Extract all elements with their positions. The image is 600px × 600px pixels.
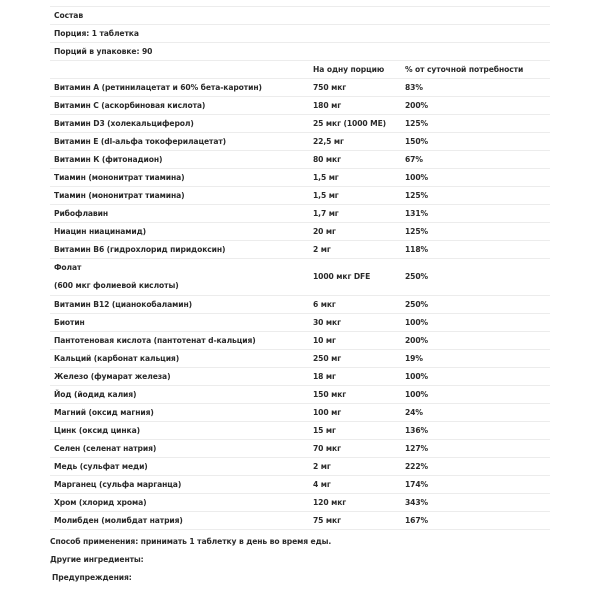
amount-per-serving: 750 мкг <box>309 79 401 97</box>
amount-per-serving: 1,5 мг <box>309 169 401 187</box>
amount-per-serving: 250 мг <box>309 350 401 368</box>
daily-value-percent: 222% <box>401 458 550 476</box>
nutrient-name: Хром (хлорид хрома) <box>50 494 309 512</box>
nutrient-name: Тиамин (мононитрат тиамина) <box>50 187 309 205</box>
table-row <box>50 187 550 205</box>
table-row <box>50 368 550 386</box>
daily-value-percent: 250% <box>401 259 550 296</box>
composition-label: Состав <box>50 7 550 25</box>
notes-section <box>50 533 550 587</box>
nutrient-name: Ниацин ниацинамид) <box>50 223 309 241</box>
nutrient-name: Рибофлавин <box>50 205 309 223</box>
daily-value-percent: 200% <box>401 97 550 115</box>
nutrient-name: Витамин D3 (холекальциферол) <box>50 115 309 133</box>
amount-per-serving: 30 мкг <box>309 314 401 332</box>
daily-value-percent: 100% <box>401 314 550 332</box>
amount-per-serving: 1,5 мг <box>309 187 401 205</box>
amount-per-serving: 120 мкг <box>309 494 401 512</box>
column-header-name <box>50 61 309 79</box>
amount-per-serving: 75 мкг <box>309 512 401 530</box>
nutrient-name: Молибден (молибдат натрия) <box>50 512 309 530</box>
other-ingredients: Другие ингредиенты: <box>50 555 144 564</box>
nutrient-name: Цинк (оксид цинка) <box>50 422 309 440</box>
daily-value-percent: 24% <box>401 404 550 422</box>
daily-value-percent: 150% <box>401 133 550 151</box>
table-row <box>50 79 550 97</box>
table-row <box>50 458 550 476</box>
table-row <box>50 296 550 314</box>
table-row <box>50 151 550 169</box>
table-row <box>50 169 550 187</box>
table-row <box>50 97 550 115</box>
daily-value-percent: 100% <box>401 169 550 187</box>
amount-per-serving: 150 мкг <box>309 386 401 404</box>
daily-value-percent: 167% <box>401 512 550 530</box>
table-row <box>50 440 550 458</box>
daily-value-percent: 250% <box>401 296 550 314</box>
table-row <box>50 115 550 133</box>
table-row <box>50 259 550 296</box>
amount-per-serving: 6 мкг <box>309 296 401 314</box>
nutrient-name: Кальций (карбонат кальция) <box>50 350 309 368</box>
amount-per-serving: 1,7 мг <box>309 205 401 223</box>
nutrient-name: Пантотеновая кислота (пантотенат d-кальция) <box>50 332 309 350</box>
servings-per-container: Порций в упаковке: 90 <box>50 43 550 61</box>
daily-value-percent: 125% <box>401 115 550 133</box>
table-row <box>50 205 550 223</box>
daily-value-percent: 118% <box>401 241 550 259</box>
table-row <box>50 476 550 494</box>
column-header-daily-value: % от суточной потребности <box>401 61 550 79</box>
table-row <box>50 422 550 440</box>
table-row <box>50 512 550 530</box>
nutrient-name: Витамин В12 (цианокобаламин) <box>50 296 309 314</box>
nutrient-name: Тиамин (мононитрат тиамина) <box>50 169 309 187</box>
nutrient-name: Медь (сульфат меди) <box>50 458 309 476</box>
nutrient-name: Марганец (сульфа марганца) <box>50 476 309 494</box>
amount-per-serving: 22,5 мг <box>309 133 401 151</box>
nutrient-name <box>50 259 309 296</box>
composition-table <box>50 6 550 530</box>
amount-per-serving: 100 мг <box>309 404 401 422</box>
amount-per-serving: 80 мкг <box>309 151 401 169</box>
daily-value-percent: 125% <box>401 223 550 241</box>
nutrient-name: Витамин А (ретинилацетат и 60% бета-каротин) <box>50 79 309 97</box>
table-row <box>50 494 550 512</box>
daily-value-percent: 100% <box>401 386 550 404</box>
header-row-serving <box>50 25 550 43</box>
amount-per-serving: 180 мг <box>309 97 401 115</box>
table-row <box>50 241 550 259</box>
daily-value-percent: 83% <box>401 79 550 97</box>
table-row <box>50 404 550 422</box>
amount-per-serving: 1000 мкг DFE <box>309 259 401 296</box>
table-row <box>50 314 550 332</box>
table-row <box>50 223 550 241</box>
header-row-composition <box>50 7 550 25</box>
nutrient-name: Витамин В6 (гидрохлорид пиридоксин) <box>50 241 309 259</box>
nutrient-name: Железо (фумарат железа) <box>50 368 309 386</box>
amount-per-serving: 10 мг <box>309 332 401 350</box>
daily-value-percent: 200% <box>401 332 550 350</box>
column-header-row <box>50 61 550 79</box>
nutrient-name-line2: (600 мкг фолиевой кислоты) <box>54 281 179 290</box>
nutrient-name: Биотин <box>50 314 309 332</box>
header-row-servings-per-container <box>50 43 550 61</box>
nutrient-name: Витамин С (аскорбиновая кислота) <box>50 97 309 115</box>
table-row <box>50 386 550 404</box>
supplement-facts <box>50 6 550 587</box>
daily-value-percent: 343% <box>401 494 550 512</box>
amount-per-serving: 20 мг <box>309 223 401 241</box>
nutrient-name: Йод (йодид калия) <box>50 386 309 404</box>
column-header-per-serving: На одну порцию <box>309 61 401 79</box>
nutrient-name: Селен (селенат натрия) <box>50 440 309 458</box>
daily-value-percent: 125% <box>401 187 550 205</box>
amount-per-serving: 2 мг <box>309 458 401 476</box>
warnings: Предупреждения: <box>52 573 132 582</box>
table-row <box>50 133 550 151</box>
usage-instructions: Способ применения: принимать 1 таблетку в день во время еды. <box>50 537 332 546</box>
amount-per-serving: 4 мг <box>309 476 401 494</box>
daily-value-percent: 131% <box>401 205 550 223</box>
nutrient-name-line1: Фолат <box>54 263 82 272</box>
nutrient-name: Витамин Е (dl-альфа токоферилацетат) <box>50 133 309 151</box>
table-row <box>50 332 550 350</box>
serving-size: Порция: 1 таблетка <box>50 25 550 43</box>
amount-per-serving: 18 мг <box>309 368 401 386</box>
nutrient-name: Магний (оксид магния) <box>50 404 309 422</box>
daily-value-percent: 100% <box>401 368 550 386</box>
amount-per-serving: 2 мг <box>309 241 401 259</box>
amount-per-serving: 15 мг <box>309 422 401 440</box>
amount-per-serving: 70 мкг <box>309 440 401 458</box>
daily-value-percent: 136% <box>401 422 550 440</box>
table-row <box>50 350 550 368</box>
daily-value-percent: 127% <box>401 440 550 458</box>
amount-per-serving: 25 мкг (1000 МЕ) <box>309 115 401 133</box>
daily-value-percent: 19% <box>401 350 550 368</box>
daily-value-percent: 67% <box>401 151 550 169</box>
daily-value-percent: 174% <box>401 476 550 494</box>
nutrient-name: Витамин К (фитонадион) <box>50 151 309 169</box>
